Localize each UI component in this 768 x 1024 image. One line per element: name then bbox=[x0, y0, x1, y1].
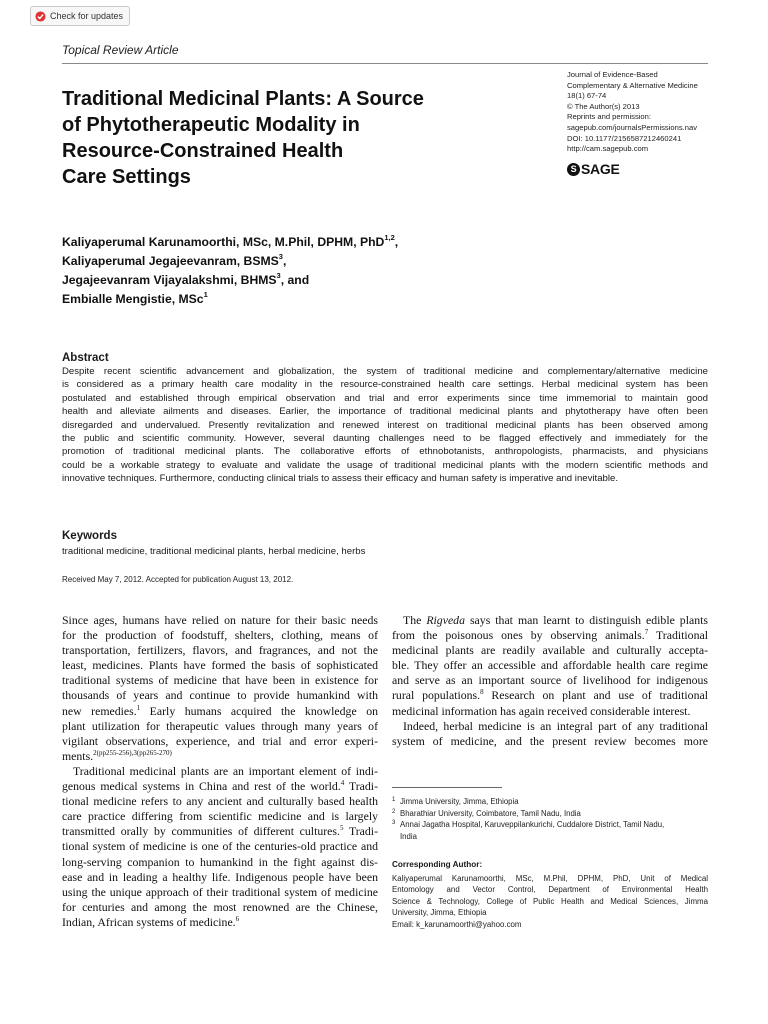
corresponding-line: Entomology and Vector Control, Department of Environmental Health bbox=[392, 885, 708, 895]
author-list bbox=[62, 233, 398, 309]
body-text-line: Since ages, humans have relied on nature for their basic needs bbox=[62, 613, 378, 627]
affiliation-number: 2 bbox=[392, 808, 396, 815]
body-text-line: tional medicine refers to any ancient and culturally based health bbox=[62, 794, 378, 809]
body-text-line: system of medicine, and the present review becomes more bbox=[392, 733, 708, 748]
keywords-heading: Keywords bbox=[62, 530, 117, 542]
check-for-updates-icon bbox=[35, 11, 46, 22]
citation-ref: 4 bbox=[340, 779, 345, 788]
journal-name: Complementary & Alternative Medicine bbox=[567, 80, 698, 90]
affiliation-text: Annai Jagatha Hospital, Karuveppilankurichi, Cuddalore District, Tamil Nadu, bbox=[400, 820, 665, 830]
affiliation-text: Jimma University, Jimma, Ethiopia bbox=[400, 797, 519, 806]
footnote-divider bbox=[392, 787, 502, 788]
abstract-body bbox=[62, 365, 708, 486]
affiliation-item bbox=[392, 819, 712, 831]
affiliation-number: 3 bbox=[392, 820, 396, 827]
citation-ref: 1 bbox=[136, 703, 141, 712]
body-text-line: using the unique approach of their traditional system of medicine bbox=[62, 884, 378, 899]
body-text-line: transportation, fertilizers, flavors, and fragrances, and not the bbox=[62, 643, 378, 658]
corresponding-author-details bbox=[392, 873, 708, 930]
body-text-line: Indeed, herbal medicine is an integral part of any traditional bbox=[403, 718, 708, 733]
affiliation-text: Bharathiar University, Coimbatore, Tamil Nadu, India bbox=[400, 808, 581, 818]
abstract-line: innovative techniques. Furthermore, conducting clinical trials to assess their efficacy and human safety is imperative and inevitable. bbox=[62, 473, 619, 485]
body-text-line: ble. They offer an accessible and affordable health care regime bbox=[392, 658, 708, 673]
journal-copyright: © The Author(s) 2013 bbox=[567, 101, 640, 111]
body-column-left bbox=[62, 613, 378, 930]
body-text-line: from the poisonous ones by observing animals.$^7$ Traditional bbox=[392, 628, 708, 643]
title-line: Resource-Constrained Health bbox=[62, 140, 344, 162]
affiliation-item bbox=[392, 796, 712, 808]
body-text-line: plant utilization for therapeutic values through many years of bbox=[62, 718, 378, 733]
journal-volume: 18(1) 67-74 bbox=[567, 91, 607, 101]
body-text-line: traditional systems of medicine that have been in existence for bbox=[62, 673, 378, 688]
abstract-line: health and alleviate ailments and diseases. Earlier, the importance of traditional medicinal plants and phytotherapy have often been bbox=[62, 406, 708, 418]
citation-ref: 7 bbox=[644, 628, 649, 637]
author-line: Jegajeevanram Vijayalakshmi, BHMS$^3$, and bbox=[62, 271, 310, 287]
title-line: Care Settings bbox=[62, 166, 191, 188]
abstract-heading: Abstract bbox=[62, 352, 109, 364]
publisher-name: SAGE bbox=[581, 161, 620, 177]
body-text-line: for centuries and among the most renowned are the Chinese, bbox=[62, 899, 378, 914]
title-line: Traditional Medicinal Plants: A Source bbox=[62, 88, 424, 110]
abstract-line: promotion of traditional medicinal plants. The collaborative efforts of ethnobotanists, anthropologists, pharmacists, and physicians bbox=[62, 446, 708, 458]
affiliation-item bbox=[392, 831, 712, 843]
article-type: Topical Review Article bbox=[62, 43, 179, 57]
check-for-updates-label: Check for updates bbox=[50, 11, 124, 21]
italic-term: Rigveda bbox=[426, 613, 465, 627]
body-text-line: genous medical systems in China and rest of the world.$^4$ Tradi- bbox=[62, 779, 378, 794]
affiliation-number bbox=[392, 831, 400, 843]
citation-ref: 6 bbox=[235, 914, 240, 923]
abstract-line: disregarded and undervalued. Presently revitalization and renewed interest on traditional medicinal plants has been observed among bbox=[62, 419, 708, 431]
author-line: Kaliyaperumal Jegajeevanram, BSMS$^3$, bbox=[62, 252, 287, 268]
body-text-line: ments.$^{2(pp255-256),3(pp265-270)}$ bbox=[62, 748, 172, 763]
abstract-line: postulated and established through empirical observation and trial and error experiments since time immemorial to maintain good bbox=[62, 392, 708, 404]
citation-ref: 2(pp255-256),3(pp265-270) bbox=[93, 748, 172, 757]
corresponding-line: Kaliyaperumal Karunamoorthi, MSc, M.Phil, DPHM, PhD, Unit of Medical bbox=[392, 874, 708, 883]
citation-ref: 5 bbox=[339, 824, 344, 833]
journal-name: Journal of Evidence-Based bbox=[567, 70, 658, 79]
journal-url[interactable]: http://cam.sagepub.com bbox=[567, 144, 649, 154]
body-column-right bbox=[392, 613, 708, 749]
abstract-line: Despite recent scientific advancement and globalization, the system of traditional medicine and complementary/alternative medicine bbox=[62, 366, 708, 377]
abstract-line: the public and scientific community. However, several daunting challenges need to be flagged effectively and immediately for the bbox=[62, 433, 708, 445]
body-text-line: tional system of medicine is one of the centuries-old practice and bbox=[62, 839, 378, 854]
corresponding-author-heading: Corresponding Author: bbox=[392, 860, 483, 869]
affiliation-item bbox=[392, 808, 712, 820]
body-text-line: Traditional medicinal plants are an important element of indi- bbox=[73, 763, 378, 778]
abstract-line: is considered as a primary health care modality in the resource-constrained health care settings. Herbal medicinal system has been bbox=[62, 379, 708, 391]
body-text-line: Indian, African systems of medicine.$^6$ bbox=[62, 914, 240, 929]
check-for-updates-badge[interactable] bbox=[30, 6, 130, 26]
affiliations bbox=[392, 796, 712, 842]
body-text-line: long-serving companion to humankind in the fight against dis- bbox=[62, 854, 378, 869]
body-text-line: ease and in leading a healthy life. Indigenous people have been bbox=[62, 869, 378, 884]
abstract-line: could be a workable strategy to evaluate and validate the usage of traditional medicinal plants with the modern scientific methods and bbox=[62, 459, 708, 471]
body-text-line: The Rigveda says that man learnt to distinguish edible plants bbox=[403, 613, 708, 627]
journal-info bbox=[567, 70, 717, 155]
citation-ref: 8 bbox=[480, 688, 484, 697]
body-text-line: least, medicines. Plants have formed the basis of sophisticated bbox=[62, 658, 378, 673]
corresponding-line: Science & Technology, College of Public Health and Medical Sciences, Jimma bbox=[392, 896, 708, 906]
journal-doi[interactable]: DOI: 10.1177/2156587212460241 bbox=[567, 133, 682, 143]
affiliation-number: 1 bbox=[392, 797, 396, 803]
body-text-line: rural populations.$^8$ Research on plant and use of traditional bbox=[392, 688, 708, 703]
body-text-line: and serve as an important source of livelihood for indigenous bbox=[392, 673, 708, 688]
keywords-text: traditional medicine, traditional medicinal plants, herbal medicine, herbs bbox=[62, 546, 366, 557]
body-text-line: care practice differing from scientific medicine and is largely bbox=[62, 809, 378, 824]
received-dates: Received May 7, 2012. Accepted for publication August 13, 2012. bbox=[62, 575, 294, 584]
article-title bbox=[62, 86, 502, 190]
body-text-line: medicinal information has again received considerable interest. bbox=[392, 703, 691, 718]
journal-reprints: Reprints and permission: bbox=[567, 112, 651, 122]
journal-permissions-link[interactable]: sagepub.com/journalsPermissions.nav bbox=[567, 122, 698, 132]
body-text-line: new remedies.$^1$ Early humans acquired the knowledge on bbox=[62, 703, 378, 718]
corresponding-line: University, Jimma, Ethiopia bbox=[392, 908, 487, 918]
author-line: Embialle Mengistie, MSc$^1$ bbox=[62, 290, 208, 306]
body-text-line: thousands of years and continue to provide humankind with bbox=[62, 688, 378, 703]
title-line: of Phytotherapeutic Modality in bbox=[62, 114, 360, 136]
corresponding-email[interactable]: Email: k_karunamoorthi@yahoo.com bbox=[392, 919, 522, 929]
body-text-line: medicinal plants are readily available and culturally accepta- bbox=[392, 643, 708, 658]
publisher-logo bbox=[567, 161, 619, 177]
header-divider bbox=[62, 63, 708, 64]
body-text-line: for the production of foodstuff, shelters, clothing, means of bbox=[62, 628, 378, 643]
author-line: Kaliyaperumal Karunamoorthi, MSc, M.Phil, DPHM, PhD$^{1,2}$, bbox=[62, 233, 399, 249]
body-text-line: vigilant observations, experience, and trial and error experi- bbox=[62, 733, 378, 748]
body-text-line: transmitted orally by communities of different cultures.$^5$ Tradi- bbox=[62, 824, 378, 839]
affiliation-text: India bbox=[400, 831, 417, 841]
sage-logo-icon: S bbox=[567, 163, 580, 176]
